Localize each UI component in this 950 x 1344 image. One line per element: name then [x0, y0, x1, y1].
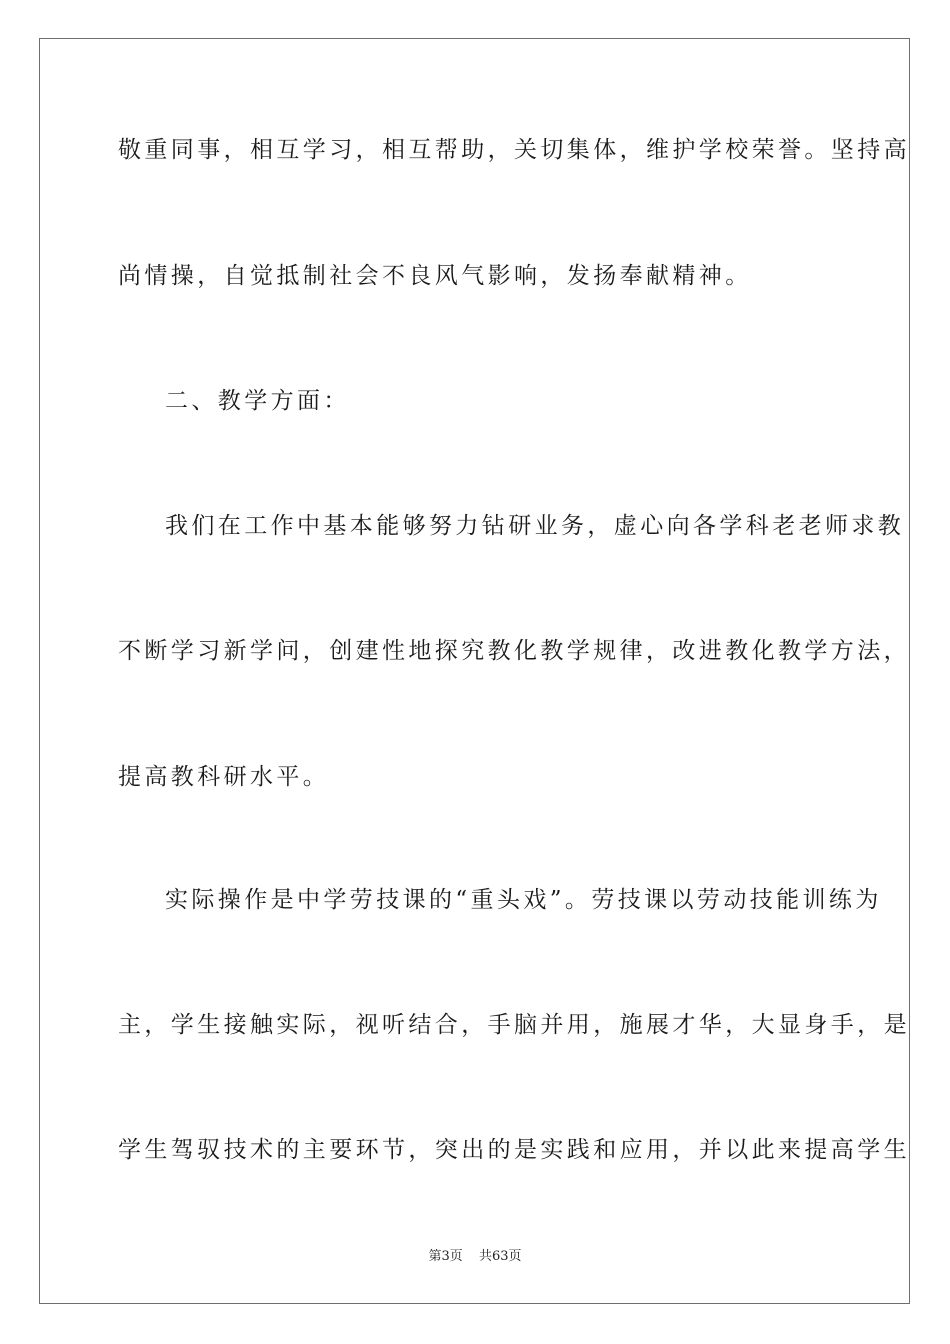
body-line-2: 尚情操，自觉抵制社会不良风气影响，发扬奉献精神。 — [118, 263, 752, 289]
body-line-3: 我们在工作中基本能够努力钻研业务，虚心向各学科老老师求教 — [165, 513, 905, 539]
body-line-8: 学生驾驭技术的主要环节，突出的是实践和应用，并以此来提高学生 — [118, 1137, 910, 1163]
body-line-4: 不断学习新学问，创建性地探究教化教学规律，改进教化教学方法， — [118, 638, 910, 664]
page-number: 第3页 — [428, 1249, 463, 1264]
section-heading: 二、教学方面： — [165, 388, 350, 414]
page-border — [39, 38, 910, 1304]
body-line-6: 实际操作是中学劳技课的“重头戏”。劳技课以劳动技能训练为 — [165, 887, 882, 913]
body-line-7: 主，学生接触实际，视听结合，手脑并用，施展才华，大显身手，是 — [118, 1012, 910, 1038]
body-line-5: 提高教科研水平。 — [118, 764, 330, 790]
page-footer — [0, 1248, 950, 1266]
body-line-1: 敬重同事，相互学习，相互帮助，关切集体，维护学校荣誉。坚持高 — [118, 137, 910, 163]
total-pages: 共63页 — [478, 1249, 522, 1264]
